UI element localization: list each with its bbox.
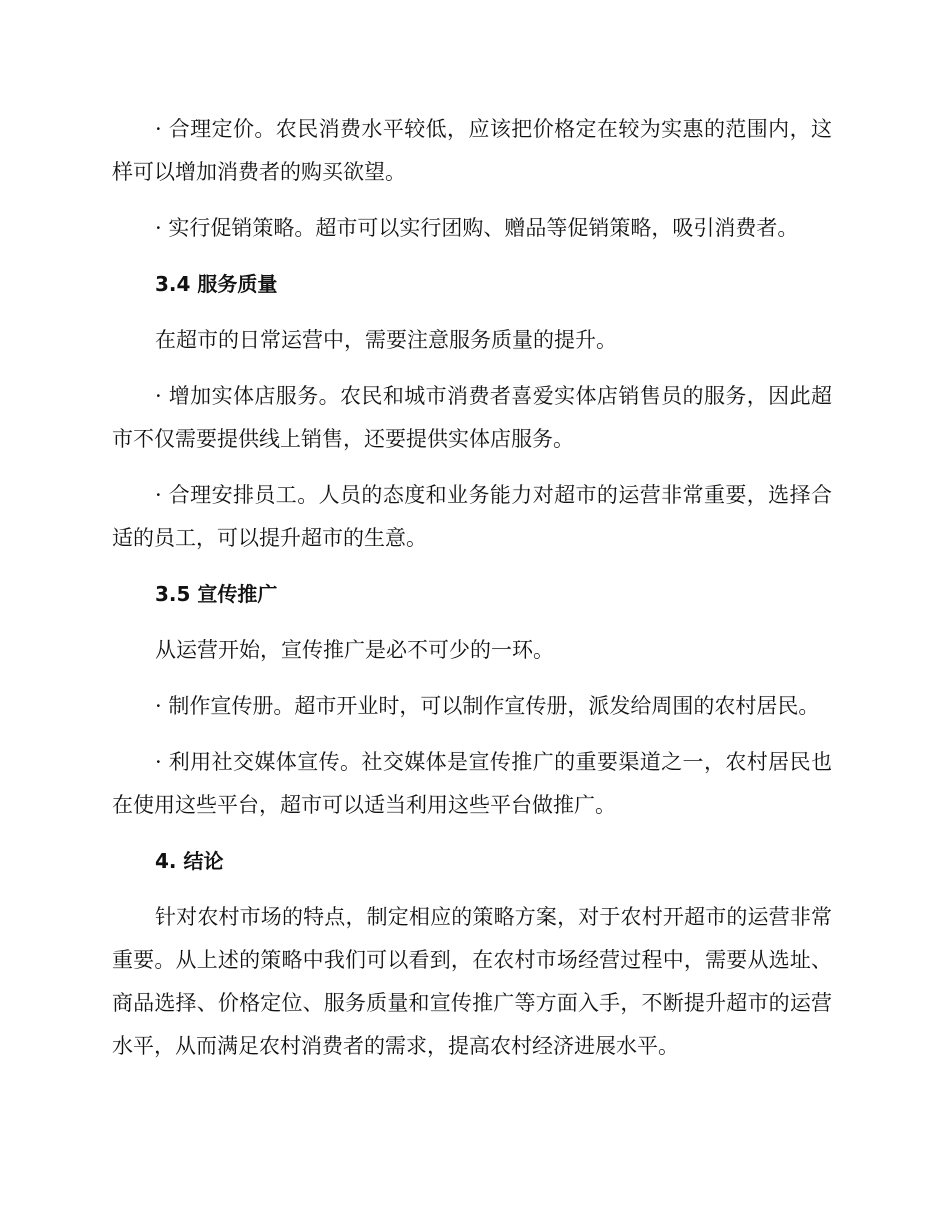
paragraph-promotion-intro: 从运营开始，宣传推广是必不可少的一环。 (155, 638, 554, 662)
paragraph-pricing: · 合理定价。农民消费水平较低，应该把价格定在较为实惠的范围内，这样可以增加消费者的购买欲望。 (112, 117, 832, 184)
document-page (112, 108, 832, 1068)
paragraph-social-media: · 利用社交媒体宣传。社交媒体是宣传推广的重要渠道之一，农村居民也在使用这些平台，超市可以适当利用这些平台做推广。 (112, 750, 832, 817)
section-heading-promotion: 3.5 宣传推广 (155, 582, 278, 606)
paragraph-brochure: · 制作宣传册。超市开业时，可以制作宣传册，派发给周围的农村居民。 (155, 694, 820, 718)
section-heading-service-quality: 3.4 服务质量 (155, 272, 278, 296)
paragraph-store-service: · 增加实体店服务。农民和城市消费者喜爱实体店销售员的服务，因此超市不仅需要提供线上销售，还要提供实体店服务。 (112, 384, 832, 451)
paragraph-staffing: · 合理安排员工。人员的态度和业务能力对超市的运营非常重要，选择合适的员工，可以提升超市的生意。 (112, 483, 832, 550)
paragraph-conclusion: 针对农村市场的特点，制定相应的策略方案，对于农村开超市的运营非常重要。从上述的策略中我们可以看到，在农村市场经营过程中，需要从选址、商品选择、价格定位、服务质量和宣传推广等方面入手，不断提升超市的运营水平，从而满足农村消费者的需求，提高农村经济进展水平。 (112, 905, 832, 1058)
paragraph-promotion: · 实行促销策略。超市可以实行团购、赠品等促销策略，吸引消费者。 (155, 216, 799, 240)
section-heading-conclusion: 4. 结论 (155, 849, 224, 873)
paragraph-service-intro: 在超市的日常运营中，需要注意服务质量的提升。 (155, 328, 617, 352)
